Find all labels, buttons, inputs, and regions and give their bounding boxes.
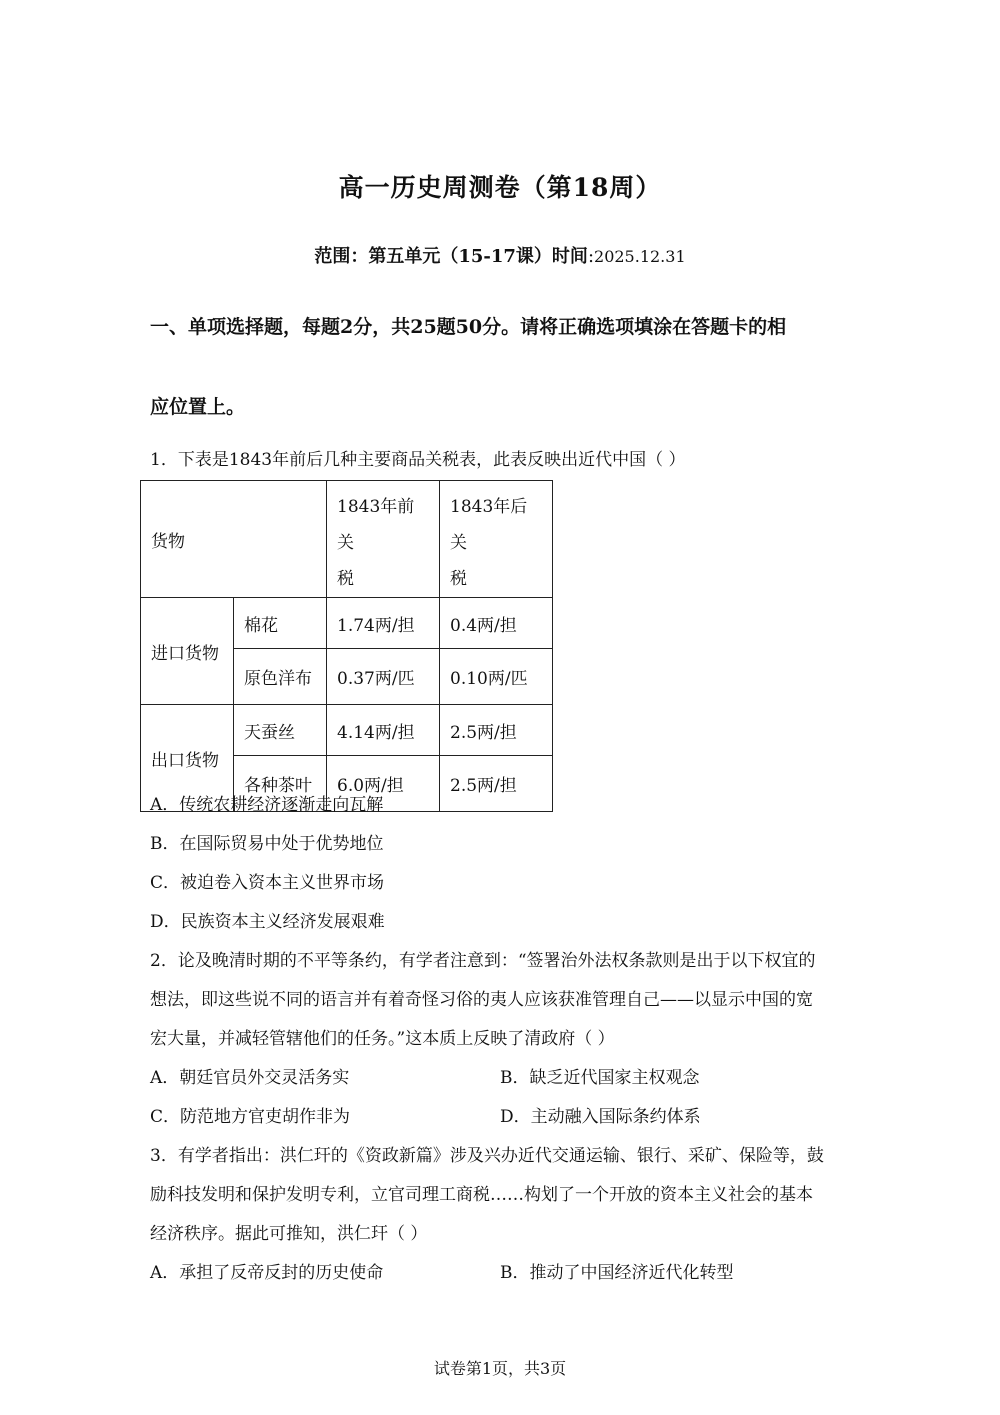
export-goods-label: 出口货物 xyxy=(141,705,234,812)
q1-option-d[interactable]: D．民族资本主义经济发展艰难 xyxy=(150,912,385,932)
table-cell-after: 2.5两/担 xyxy=(440,705,553,756)
question-3-line3: 经济秩序。据此可推知，洪仁玕（ ） xyxy=(150,1224,428,1244)
table-cell-after: 2.5两/担 xyxy=(440,756,553,812)
table-row xyxy=(141,598,553,649)
table-cell-item: 各种茶叶 xyxy=(234,756,327,812)
q2-option-b[interactable]: B．缺乏近代国家主权观念 xyxy=(500,1068,700,1088)
table-cell-before: 6.0两/担 xyxy=(327,756,440,812)
exam-subtitle xyxy=(0,242,1000,268)
table-cell-item: 原色洋布 xyxy=(234,649,327,705)
section-heading-line2: 应位置上。 xyxy=(150,396,246,418)
table-cell-item: 天蚕丝 xyxy=(234,705,327,756)
table-cell-before: 0.37两/匹 xyxy=(327,649,440,705)
q1-option-a[interactable]: A．传统农耕经济逐渐走向瓦解 xyxy=(150,795,384,815)
q3-option-b[interactable]: B．推动了中国经济近代化转型 xyxy=(500,1263,734,1283)
colon: : xyxy=(587,246,595,267)
table-header-after: 1843年后关 税 xyxy=(440,481,553,598)
tariff-table xyxy=(140,480,553,812)
scope-label: 范围：第五单元（15-17课）时间 xyxy=(314,246,588,267)
question-2-line2: 想法，即这些说不同的语言并有着奇怪习俗的夷人应该获准管理自己——以显示中国的宽 xyxy=(150,990,813,1010)
question-2-line3: 宏大量，并减轻管辖他们的任务。”这本质上反映了清政府（ ） xyxy=(150,1029,615,1049)
question-2-line1: 2．论及晚清时期的不平等条约，有学者注意到：“签署治外法权条款则是出于以下权宜的 xyxy=(150,951,816,971)
table-cell-after: 0.10两/匹 xyxy=(440,649,553,705)
table-cell-item: 棉花 xyxy=(234,598,327,649)
page-footer: 试卷第1页，共3页 xyxy=(433,1359,567,1378)
table-header-goods: 货物 xyxy=(141,481,327,598)
q3-option-a[interactable]: A．承担了反帝反封的历史使命 xyxy=(150,1263,384,1283)
q2-option-c[interactable]: C．防范地方官吏胡作非为 xyxy=(150,1107,351,1127)
question-3-line2: 励科技发明和保护发明专利，立官司理工商税……构划了一个开放的资本主义社会的基本 xyxy=(150,1185,813,1205)
question-3-line1: 3．有学者指出：洪仁玕的《资政新篇》涉及兴办近代交通运输、银行、采矿、保险等，鼓 xyxy=(150,1146,824,1166)
q1-option-b[interactable]: B．在国际贸易中处于优势地位 xyxy=(150,834,384,854)
exam-title: 高一历史周测卷（第18周） xyxy=(338,173,662,202)
q2-option-d[interactable]: D．主动融入国际条约体系 xyxy=(500,1107,701,1127)
import-goods-label: 进口货物 xyxy=(141,598,234,705)
table-cell-before: 1.74两/担 xyxy=(327,598,440,649)
table-cell-after: 0.4两/担 xyxy=(440,598,553,649)
exam-date: 2025.12.31 xyxy=(594,247,686,266)
section-heading-line1: 一、单项选择题，每题2分，共25题50分。请将正确选项填涂在答题卡的相 xyxy=(150,316,787,338)
q2-option-a[interactable]: A．朝廷官员外交灵活务实 xyxy=(150,1068,350,1088)
table-row xyxy=(141,705,553,756)
question-1-stem: 1．下表是1843年前后几种主要商品关税表，此表反映出近代中国（ ） xyxy=(150,450,686,470)
q1-option-c[interactable]: C．被迫卷入资本主义世界市场 xyxy=(150,873,385,893)
table-cell-before: 4.14两/担 xyxy=(327,705,440,756)
table-header-before: 1843年前关 税 xyxy=(327,481,440,598)
